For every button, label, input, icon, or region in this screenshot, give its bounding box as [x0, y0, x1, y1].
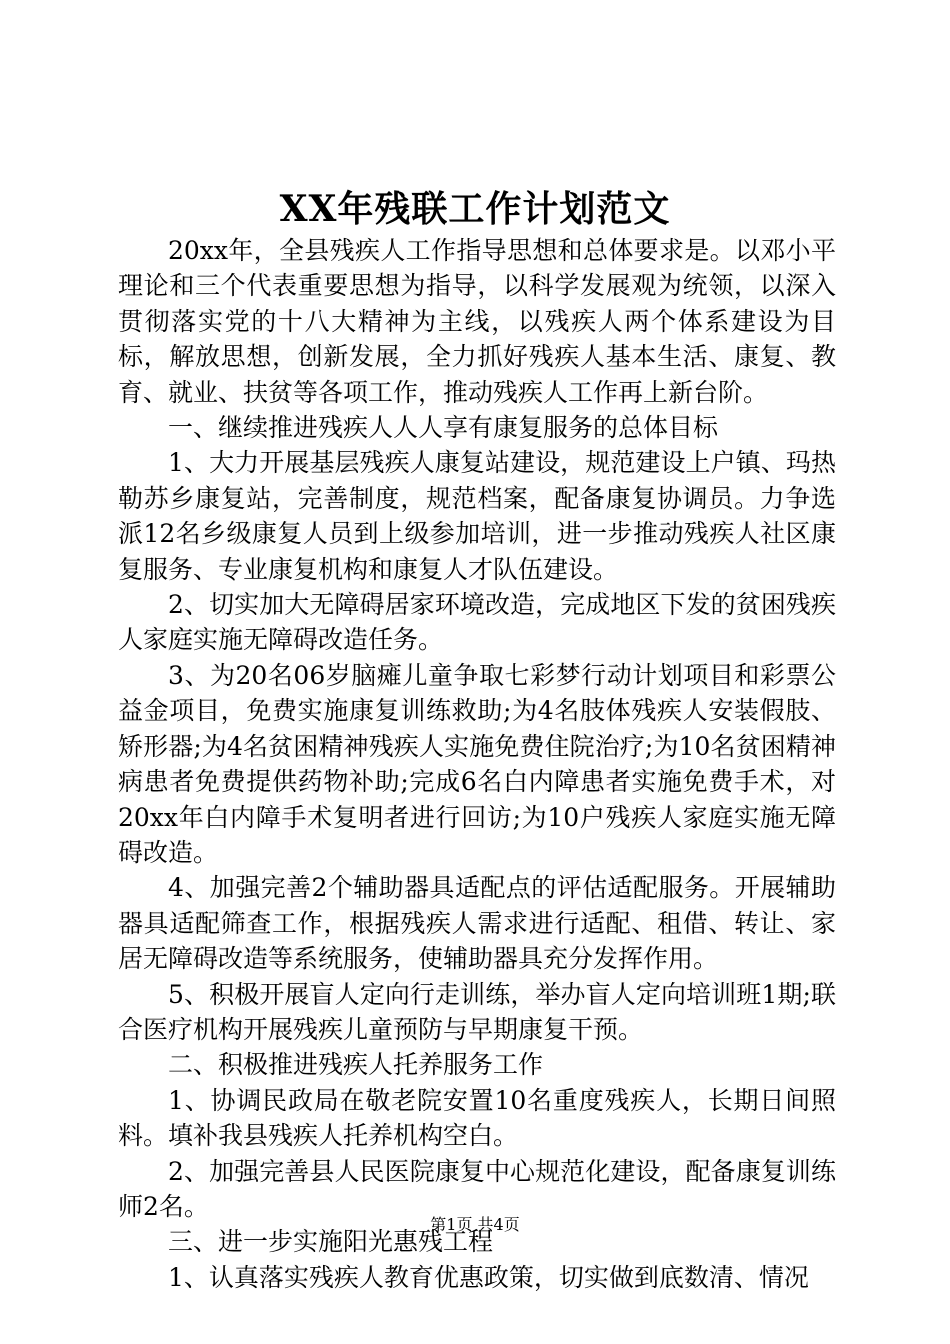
paragraph-1-4: 4、加强完善2个辅助器具适配点的评估适配服务。开展辅助器具适配筛查工作，根据残疾人需求进行适配、租借、转让、家居无障碍改造等系统服务，使辅助器具充分发挥作用。 — [118, 873, 836, 974]
paragraph-2-1: 1、协调民政局在敬老院安置10名重度残疾人，长期日间照料。填补我县残疾人托养机构空白。 — [118, 1085, 836, 1151]
section-heading-3: 三、进一步实施阳光惠残工程 — [168, 1227, 494, 1257]
page-footer: 第1页 共4页 — [430, 1215, 520, 1234]
section-heading-1: 一、继续推进残疾人人人享有康复服务的总体目标 — [168, 413, 719, 443]
paragraph-1-2: 2、切实加大无障碍居家环境改造，完成地区下发的贫困残疾人家庭实施无障碍改造任务。 — [118, 590, 836, 655]
document-title: XX年残联工作计划范文 — [279, 188, 671, 230]
paragraph-2-2: 2、加强完善县人民医院康复中心规范化建设，配备康复训练师2名。 — [118, 1156, 836, 1221]
paragraph-1-5: 5、积极开展盲人定向行走训练，举办盲人定向培训班1期;联合医疗机构开展残疾儿童预防与早期康复干预。 — [118, 979, 836, 1044]
paragraph-3-1: 1、认真落实残疾人教育优惠政策，切实做到底数清、情况 — [168, 1262, 809, 1292]
paragraph-1-1: 1、大力开展基层残疾人康复站建设，规范建设上户镇、玛热勒苏乡康复站，完善制度，规范档案，配备康复协调员。力争选派12名乡级康复人员到上级参加培训，进一步推动残疾人社区康复服务、专业康复机构和康复人才队伍建设。 — [118, 448, 836, 584]
paragraph-intro: 20xx年，全县残疾人工作指导思想和总体要求是。以邓小平理论和三个代表重要思想为指导，以科学发展观为统领，以深入贯彻落实党的十八大精神为主线，以残疾人两个体系建设为目标，解放思想，创新发展，全力抓好残疾人基本生活、康复、教育、就业、扶贫等各项工作，推动残疾人工作再上新台阶。 — [118, 236, 836, 407]
section-heading-2: 二、积极推进残疾人托养服务工作 — [168, 1050, 544, 1080]
document-body — [118, 233, 836, 1295]
paragraph-1-3: 3、为20名06岁脑瘫儿童争取七彩梦行动计划项目和彩票公益金项目，免费实施康复训练救助;为4名肢体残疾人安装假肢、矫形器;为4名贫困精神残疾人实施免费住院治疗;为10名贫困精神病患者免费提供药物补助;完成6名白内障患者实施免费手术，对20xx年白内障手术复明者进行回访;为10户残疾人家庭实施无障碍改造。 — [118, 660, 836, 867]
